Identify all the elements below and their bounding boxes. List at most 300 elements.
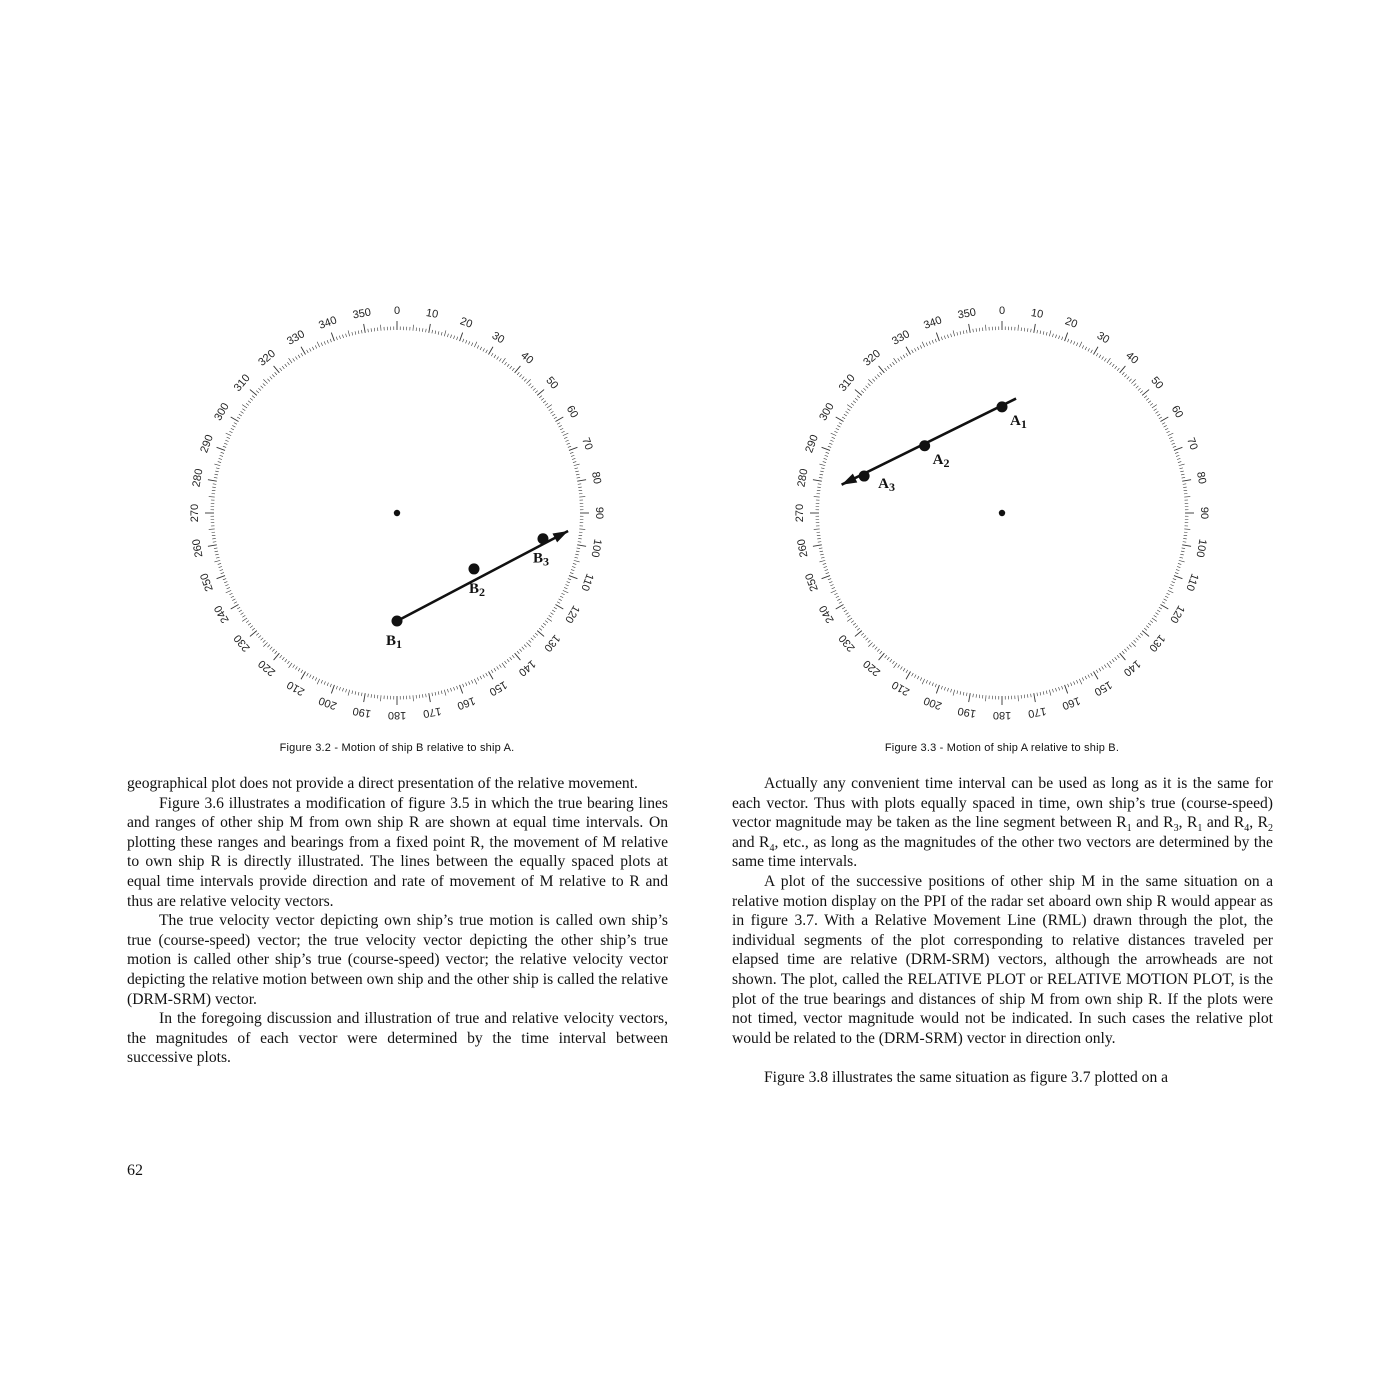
compass-label: 130 <box>1146 632 1168 654</box>
relative-motion-line <box>397 531 568 621</box>
compass-tick <box>507 659 509 662</box>
compass-tick <box>577 477 580 478</box>
compass-label: 50 <box>543 374 561 392</box>
compass-tick <box>561 431 564 433</box>
compass-tick <box>565 440 568 441</box>
compass-label: 330 <box>890 328 912 348</box>
compass-tick <box>828 446 831 447</box>
compass-label: 270 <box>793 503 806 523</box>
compass-tick <box>1043 691 1044 694</box>
compass-tick <box>1124 649 1126 652</box>
compass-tick <box>575 554 578 555</box>
compass-tick <box>381 325 382 331</box>
compass-tick <box>960 691 961 694</box>
compass-tick <box>451 335 452 338</box>
compass-tick <box>857 396 860 398</box>
compass-tick <box>209 529 215 530</box>
compass-tick <box>887 657 889 660</box>
compass-tick <box>1117 368 1119 371</box>
r-letter: R <box>1257 814 1269 832</box>
compass-label: 60 <box>563 403 581 421</box>
compass-tick <box>432 693 433 696</box>
compass-tick <box>477 345 479 348</box>
compass-label: 80 <box>1194 470 1208 485</box>
compass-tick <box>510 366 512 369</box>
compass-tick <box>836 605 844 610</box>
compass-tick <box>272 374 274 377</box>
compass-tick <box>1154 615 1157 617</box>
compass-tick <box>293 665 295 668</box>
compass-tick <box>1129 645 1131 648</box>
compass-tick <box>494 355 496 358</box>
compass-tick <box>563 590 568 593</box>
compass-tick <box>1178 462 1181 463</box>
compass-tick <box>1068 684 1069 687</box>
compass-tick <box>368 329 369 332</box>
compass-tick <box>272 649 274 652</box>
compass-tick <box>880 372 882 375</box>
compass-tick <box>1157 610 1160 612</box>
compass-tick <box>1180 468 1183 469</box>
compass-tick <box>368 694 369 697</box>
compass-tick <box>912 673 914 676</box>
compass-tick <box>1079 342 1082 347</box>
compass-tick <box>820 471 823 472</box>
compass-tick <box>541 626 544 628</box>
compass-tick <box>872 645 874 648</box>
compass-tick <box>1122 651 1124 654</box>
compass-tick <box>1127 377 1129 380</box>
compass-tick <box>413 325 414 331</box>
compass-tick <box>242 405 247 408</box>
compass-tick <box>900 357 902 360</box>
compass-tick <box>541 398 544 400</box>
compass-tick <box>280 368 282 371</box>
compass-tick <box>568 446 571 447</box>
compass-tick <box>1182 480 1191 482</box>
compass-tick <box>567 582 570 583</box>
compass-label: 100 <box>1193 538 1209 559</box>
compass-tick <box>474 679 477 684</box>
compass-label: 60 <box>1168 403 1186 421</box>
compass-tick <box>519 649 521 652</box>
compass-tick <box>576 551 579 552</box>
compass-label: 110 <box>578 571 596 593</box>
compass-label: 0 <box>998 304 1006 317</box>
compass-tick <box>426 329 427 332</box>
compass-tick <box>1096 353 1098 356</box>
compass-tick <box>535 391 538 393</box>
compass-tick <box>226 590 231 593</box>
compass-label: 340 <box>922 314 944 332</box>
compass-tick <box>855 390 862 396</box>
compass-tick <box>834 431 837 433</box>
compass-tick <box>863 635 866 637</box>
compass-tick <box>1152 405 1157 408</box>
compass-tick <box>866 386 869 388</box>
compass-tick <box>505 661 507 664</box>
compass-tick <box>321 343 322 346</box>
compass-tick <box>1102 357 1104 360</box>
compass-tick <box>307 673 309 676</box>
compass-tick <box>822 447 830 450</box>
compass-tick <box>941 337 942 340</box>
compass-tick <box>1142 631 1149 637</box>
compass-label: 340 <box>317 314 339 332</box>
compass-tick <box>1043 331 1044 334</box>
compass-tick <box>463 339 464 342</box>
compass-label: 310 <box>836 372 858 394</box>
compass-tick <box>973 329 974 332</box>
compass-tick <box>533 635 536 637</box>
compass-tick <box>301 353 303 356</box>
compass-tick <box>1181 551 1184 552</box>
compass-tick <box>1059 336 1060 339</box>
compass-tick <box>1183 484 1186 485</box>
compass-tick <box>935 684 936 687</box>
compass-tick <box>438 331 439 334</box>
compass-tick <box>1172 443 1175 444</box>
compass-tick <box>1117 655 1119 658</box>
compass-tick <box>298 668 300 671</box>
compass-tick <box>560 428 563 430</box>
compass-tick <box>1177 567 1180 568</box>
right-paragraph-1-tail: , etc., as long as the magnitudes of the other two vectors are determined by the same time intervals. <box>732 833 1273 871</box>
compass-tick <box>890 659 892 662</box>
compass-tick <box>830 585 833 586</box>
compass-tick <box>261 386 264 388</box>
compass-tick <box>1168 433 1173 436</box>
compass-tick <box>301 347 306 355</box>
compass-tick <box>1150 621 1153 623</box>
left-paragraph-3: The true velocity vector depicting own ship’s true motion is called own ship’s true (course-speed) vector; the true velocity vector depicting the other ship’s true motion is called other ship’s true (course-speed) vector; the relative velocity vector depicting the relative motion between own ship and the other ship is called the relative (DRM-SRM) vector. <box>127 912 668 1008</box>
compass-tick <box>330 339 331 342</box>
compass-tick <box>926 680 927 683</box>
compass-tick <box>497 357 499 360</box>
compass-tick <box>218 563 221 564</box>
compass-tick <box>1173 579 1176 580</box>
compass-tick <box>451 688 452 691</box>
compass-tick <box>900 666 902 669</box>
figure-3-3-svg <box>782 290 1222 730</box>
left-text-column <box>127 774 668 1068</box>
compass-tick <box>486 350 488 353</box>
compass-tick <box>494 668 496 671</box>
compass-tick <box>574 464 580 466</box>
compass-label: 160 <box>455 694 477 712</box>
compass-tick <box>289 358 292 363</box>
compass-tick <box>1162 423 1165 425</box>
center-point <box>394 510 400 516</box>
center-point <box>999 510 1005 516</box>
compass-tick <box>547 618 552 621</box>
compass-tick <box>1076 343 1077 346</box>
compass-tick <box>250 398 253 400</box>
compass-tick <box>250 390 257 396</box>
compass-tick <box>229 593 232 595</box>
compass-tick <box>920 345 922 348</box>
compass-tick <box>564 587 567 588</box>
subscript: 2 <box>1268 823 1274 835</box>
compass-tick <box>489 347 494 355</box>
compass-tick <box>331 685 334 693</box>
compass-tick <box>252 628 255 630</box>
compass-label: 150 <box>487 678 509 698</box>
compass-tick <box>1056 335 1057 338</box>
compass-tick <box>836 417 844 422</box>
compass-tick <box>1115 657 1117 660</box>
compass-tick <box>327 683 328 686</box>
compass-tick <box>364 693 366 702</box>
compass-label: 330 <box>285 328 307 348</box>
compass-tick <box>285 364 287 367</box>
compass-tick <box>321 680 322 683</box>
compass-tick <box>1160 417 1168 422</box>
compass-tick <box>526 642 530 646</box>
compass-tick <box>270 647 272 650</box>
compass-tick <box>218 462 221 463</box>
compass-tick <box>826 452 829 453</box>
compass-label: 220 <box>861 657 883 679</box>
compass-tick <box>903 355 905 358</box>
compass-tick <box>342 688 343 691</box>
compass-tick <box>1165 428 1168 430</box>
compass-tick <box>307 350 309 353</box>
compass-tick <box>336 686 337 689</box>
left-paragraph-2: Figure 3.6 illustrates a modification of figure 3.5 in which the true bearing lines and ranges of other ship M from own ship R are shown at equal time intervals. On plotting these ranges and bearings from a fixed point R, the movement of M relative to own ship R is directly illustrated. The lines between the equally spaced plots at equal time intervals provide direction and rate of movement of M relative to R and thus are relative velocity vectors. <box>127 794 668 910</box>
compass-tick <box>552 414 555 416</box>
compass-label: 190 <box>351 704 372 720</box>
compass-tick <box>355 691 356 694</box>
compass-label: 140 <box>516 657 538 679</box>
compass-tick <box>814 529 820 530</box>
compass-label: 150 <box>1092 678 1114 698</box>
plot-point-subscript: 2 <box>943 455 950 470</box>
compass-tick <box>250 631 257 637</box>
compass-tick <box>842 417 845 419</box>
compass-tick <box>571 455 574 456</box>
compass-tick <box>929 341 930 344</box>
compass-tick <box>342 335 343 338</box>
compass-tick <box>1152 618 1157 621</box>
subscript: 1 <box>1197 823 1203 835</box>
compass-tick <box>1037 330 1038 333</box>
compass-label: 20 <box>458 315 474 331</box>
and-word: and <box>1131 814 1164 832</box>
compass-tick <box>894 663 897 668</box>
compass-label: 80 <box>589 470 603 485</box>
compass-tick <box>242 618 247 621</box>
subscript: 4 <box>769 842 775 854</box>
compass-label: 300 <box>817 401 837 423</box>
compass-tick <box>223 446 226 447</box>
compass-tick <box>1169 437 1172 438</box>
compass-tick <box>250 626 253 628</box>
compass-tick <box>293 358 295 361</box>
compass-tick <box>578 542 581 543</box>
compass-label: 120 <box>562 603 582 625</box>
compass-tick <box>564 437 567 438</box>
plot-point <box>537 533 548 544</box>
compass-tick <box>242 409 245 411</box>
compass-tick <box>892 362 894 365</box>
compass-tick <box>256 633 259 635</box>
compass-tick <box>560 596 563 598</box>
and-word: and <box>732 833 760 851</box>
plot-point-label: $B_3$ <box>532 550 549 569</box>
compass-label: 200 <box>922 694 944 712</box>
compass-tick <box>263 379 267 383</box>
compass-tick <box>287 661 289 664</box>
compass-tick <box>832 587 835 588</box>
compass-label: 210 <box>890 678 912 698</box>
compass-tick <box>941 686 942 689</box>
compass-tick <box>1065 333 1068 341</box>
compass-tick <box>847 405 852 408</box>
compass-tick <box>1155 411 1158 413</box>
compass-tick <box>868 379 872 383</box>
compass-tick <box>522 377 524 380</box>
right-paragraph-3: Figure 3.8 illustrates the same situation as figure 3.7 plotted on a <box>764 1068 1169 1086</box>
compass-tick <box>215 554 218 555</box>
compass-tick <box>577 545 586 547</box>
compass-tick <box>242 615 245 617</box>
compass-tick <box>986 695 987 701</box>
compass-tick <box>1099 668 1101 671</box>
compass-tick <box>552 610 555 612</box>
compass-tick <box>524 645 526 648</box>
compass-tick <box>847 615 850 617</box>
compass-tick <box>839 423 842 425</box>
compass-tick <box>447 334 448 337</box>
compass-tick <box>555 605 563 610</box>
subscript: 1 <box>1126 823 1132 835</box>
compass-tick <box>829 582 832 583</box>
compass-tick <box>312 676 314 679</box>
compass-tick <box>579 529 585 530</box>
compass-tick <box>215 474 218 475</box>
compass-tick <box>499 358 501 361</box>
compass-tick <box>1018 325 1019 331</box>
compass-label: 260 <box>190 538 206 559</box>
compass-tick <box>830 440 833 441</box>
compass-label: 0 <box>393 304 401 317</box>
compass-tick <box>825 455 828 456</box>
compass-label: 190 <box>956 704 977 720</box>
compass-tick <box>491 353 493 356</box>
arrowhead <box>552 531 568 542</box>
compass-tick <box>352 332 353 335</box>
compass-tick <box>287 362 289 365</box>
compass-tick <box>1052 334 1053 337</box>
compass-label: 140 <box>1121 657 1143 679</box>
compass-label: 240 <box>817 603 837 625</box>
compass-tick <box>857 628 860 630</box>
compass-tick <box>477 677 479 680</box>
compass-tick <box>550 613 553 615</box>
compass-tick <box>1037 693 1038 696</box>
compass-tick <box>1079 679 1082 684</box>
compass-tick <box>570 452 573 453</box>
compass-tick <box>571 570 574 571</box>
compass-tick <box>1091 673 1093 676</box>
compass-tick <box>1166 431 1169 433</box>
compass-tick <box>1065 685 1068 693</box>
compass-tick <box>579 497 585 498</box>
compass-tick <box>1034 324 1036 333</box>
compass-tick <box>936 333 939 341</box>
compass-tick <box>1059 687 1060 690</box>
compass-tick <box>221 452 224 453</box>
figure-3-2-svg <box>177 290 617 730</box>
compass-tick <box>447 689 448 692</box>
compass-tick <box>232 599 235 601</box>
compass-tick <box>957 691 958 694</box>
figure-3-3-caption: Figure 3.3 - Motion of ship A relative to ship B. <box>884 742 1120 754</box>
plot-point-subscript: 1 <box>396 636 403 651</box>
compass-tick <box>557 602 560 604</box>
compass-tick <box>922 342 925 347</box>
compass-tick <box>846 613 849 615</box>
compass-tick <box>510 657 512 660</box>
compass-tick <box>851 403 854 405</box>
compass-tick <box>813 545 822 547</box>
compass-tick <box>519 374 521 377</box>
compass-label: 200 <box>317 694 339 712</box>
compass-tick <box>361 693 362 696</box>
compass-tick <box>258 388 261 390</box>
compass-tick <box>1071 340 1072 343</box>
compass-tick <box>209 497 215 498</box>
compass-tick <box>1071 683 1072 686</box>
compass-label: 300 <box>212 401 232 423</box>
compass-label: 50 <box>1148 374 1166 392</box>
compass-tick <box>539 396 542 398</box>
compass-tick <box>821 468 824 469</box>
compass-tick <box>578 484 581 485</box>
compass-tick <box>844 610 847 612</box>
compass-tick <box>829 443 832 444</box>
compass-tick <box>879 653 885 660</box>
compass-tick <box>1110 362 1112 365</box>
compass-tick <box>875 377 877 380</box>
compass-tick <box>1183 542 1186 543</box>
compass-tick <box>1107 358 1110 363</box>
compass-tick <box>846 411 849 413</box>
compass-tick <box>474 342 477 347</box>
compass-tick <box>214 477 217 478</box>
compass-tick <box>1159 417 1162 419</box>
and-word: and <box>1202 814 1234 832</box>
compass-tick <box>875 647 877 650</box>
compass-tick <box>226 433 231 436</box>
compass-tick <box>906 671 911 679</box>
compass-tick <box>1184 497 1190 498</box>
compass-tick <box>1138 388 1141 390</box>
plot-point <box>392 615 403 626</box>
compass-tick <box>917 676 919 679</box>
plot-point-subscript: 2 <box>479 584 486 599</box>
compass-label: 220 <box>256 657 278 679</box>
compass-tick <box>263 640 266 642</box>
compass-tick <box>847 618 852 621</box>
compass-tick <box>346 334 347 337</box>
compass-tick <box>1182 477 1185 478</box>
compass-tick <box>352 691 353 694</box>
compass-tick <box>861 391 864 393</box>
compass-tick <box>1046 332 1047 335</box>
plot-point <box>919 440 930 451</box>
